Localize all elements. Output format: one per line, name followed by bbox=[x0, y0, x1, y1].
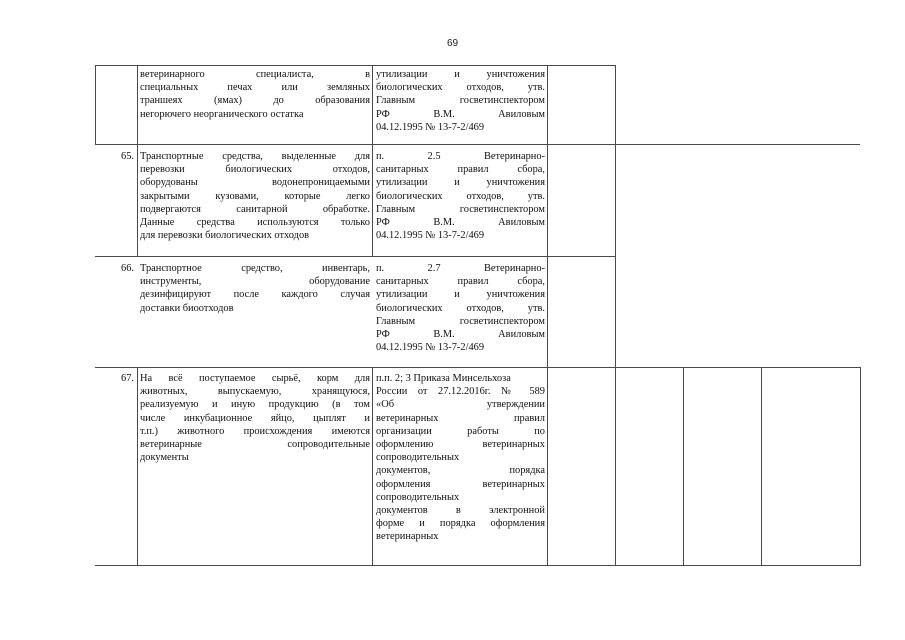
page-number: 69 bbox=[446, 38, 459, 49]
row-number: 65. bbox=[121, 151, 134, 162]
column-divider bbox=[372, 65, 373, 257]
row-divider bbox=[95, 144, 860, 145]
text-line: документы bbox=[140, 452, 189, 464]
text-line: РФ В.М. Авиловым bbox=[376, 329, 545, 341]
text-line: п. 2.5 Ветеринарно- bbox=[376, 151, 545, 162]
text-line: ветеринарные сопроводительные bbox=[140, 439, 370, 451]
row-divider bbox=[95, 565, 860, 566]
text-line: РФ В.М. Авиловым bbox=[376, 108, 545, 120]
text-line: числе инкубационное яйцо, цыплят и bbox=[140, 412, 370, 424]
text-line: оформления ветеринарных bbox=[376, 478, 545, 490]
text-line: Транспортные средства, выделенные для bbox=[140, 151, 370, 162]
text-line: животных, выпускаемую, хранящуюся, bbox=[140, 386, 370, 398]
text-line: п.п. 2; 3 Приказа Минсельхоза bbox=[376, 373, 511, 384]
text-line: доставки биоотходов bbox=[140, 302, 234, 314]
text-line: Главным госветинспектором bbox=[376, 95, 545, 107]
text-line: ветеринарного специалиста, в bbox=[140, 69, 370, 80]
column-divider bbox=[683, 367, 684, 566]
reference-text bbox=[376, 68, 545, 134]
column-divider bbox=[860, 367, 861, 566]
column-divider bbox=[137, 144, 138, 257]
text-line: 04.12.1995 № 13-7-2/469 bbox=[376, 342, 485, 354]
column-divider bbox=[615, 65, 616, 566]
column-divider bbox=[95, 65, 96, 145]
column-divider bbox=[137, 367, 138, 566]
text-line: документов в электронной bbox=[376, 505, 545, 517]
reference-text bbox=[376, 262, 545, 354]
text-line: санитарных правил сбора, bbox=[376, 164, 545, 176]
requirement-text bbox=[140, 372, 370, 464]
text-line: биологических отходов, утв. bbox=[376, 82, 545, 94]
column-divider bbox=[761, 367, 762, 566]
text-line: Транспортное средство, инвентарь, bbox=[140, 263, 370, 274]
column-divider bbox=[137, 65, 138, 145]
row-divider bbox=[95, 256, 615, 257]
text-line: биологических отходов, утв. bbox=[376, 190, 545, 202]
text-line: форме и порядка оформления bbox=[376, 518, 545, 530]
requirement-text bbox=[140, 68, 370, 121]
text-line: п. 2.7 Ветеринарно- bbox=[376, 263, 545, 274]
text-line: На всё поступаемое сырьё, корм для bbox=[140, 373, 370, 384]
text-line: инструменты, оборудование bbox=[140, 276, 370, 288]
row-divider bbox=[95, 65, 615, 66]
text-line: РФ В.М. Авиловым bbox=[376, 217, 545, 229]
text-line: закрытыми кузовами, которые легко bbox=[140, 190, 370, 202]
text-line: сопроводительных bbox=[376, 491, 460, 503]
text-line: 04.12.1995 № 13-7-2/469 bbox=[376, 230, 485, 242]
text-line: подвергаются санитарной обработке. bbox=[140, 203, 370, 215]
text-line: Данные средства используются только bbox=[140, 217, 370, 229]
text-line: санитарных правил сбора, bbox=[376, 276, 545, 288]
column-divider bbox=[547, 65, 548, 566]
text-line: для перевозки биологических отходов bbox=[140, 230, 310, 242]
text-line: дезинфицируют после каждого случая bbox=[140, 289, 370, 301]
text-line: «Об утверждении bbox=[376, 399, 545, 411]
text-line: 04.12.1995 № 13-7-2/469 bbox=[376, 121, 485, 133]
text-line: Главным госветинспектором bbox=[376, 315, 545, 327]
text-line: оборудованы водонепроницаемыми bbox=[140, 177, 370, 189]
text-line: утилизации и уничтожения bbox=[376, 69, 545, 80]
text-line: утилизации и уничтожения bbox=[376, 289, 545, 301]
text-line: ветеринарных bbox=[376, 531, 439, 543]
text-line: утилизации и уничтожения bbox=[376, 177, 545, 189]
text-line: ветеринарных правил bbox=[376, 412, 545, 424]
row-divider bbox=[95, 367, 860, 368]
text-line: траншеях (ямах) до образования bbox=[140, 95, 370, 107]
text-line: документов, порядка bbox=[376, 465, 545, 477]
text-line: биологических отходов, утв. bbox=[376, 302, 545, 314]
requirement-text bbox=[140, 150, 370, 242]
column-divider bbox=[372, 367, 373, 566]
text-line: перевозки биологических отходов, bbox=[140, 164, 370, 176]
text-line: организации работы по bbox=[376, 425, 545, 437]
text-line: реализуемую и иную продукцию (в том bbox=[140, 399, 370, 411]
text-line: оформлению ветеринарных bbox=[376, 439, 545, 451]
reference-text bbox=[376, 150, 545, 242]
text-line: России от 27.12.2016г. № 589 bbox=[376, 386, 545, 398]
text-line: негорючего неорганического остатка bbox=[140, 108, 304, 120]
row-number: 66. bbox=[121, 263, 134, 274]
requirement-text bbox=[140, 262, 370, 315]
text-line: специальных печах или земляных bbox=[140, 82, 370, 94]
row-number: 67. bbox=[121, 373, 134, 384]
reference-text bbox=[376, 372, 545, 544]
text-line: сопроводительных bbox=[376, 452, 460, 464]
text-line: Главным госветинспектором bbox=[376, 203, 545, 215]
text-line: т.п.) животного происхождения имеются bbox=[140, 425, 370, 437]
